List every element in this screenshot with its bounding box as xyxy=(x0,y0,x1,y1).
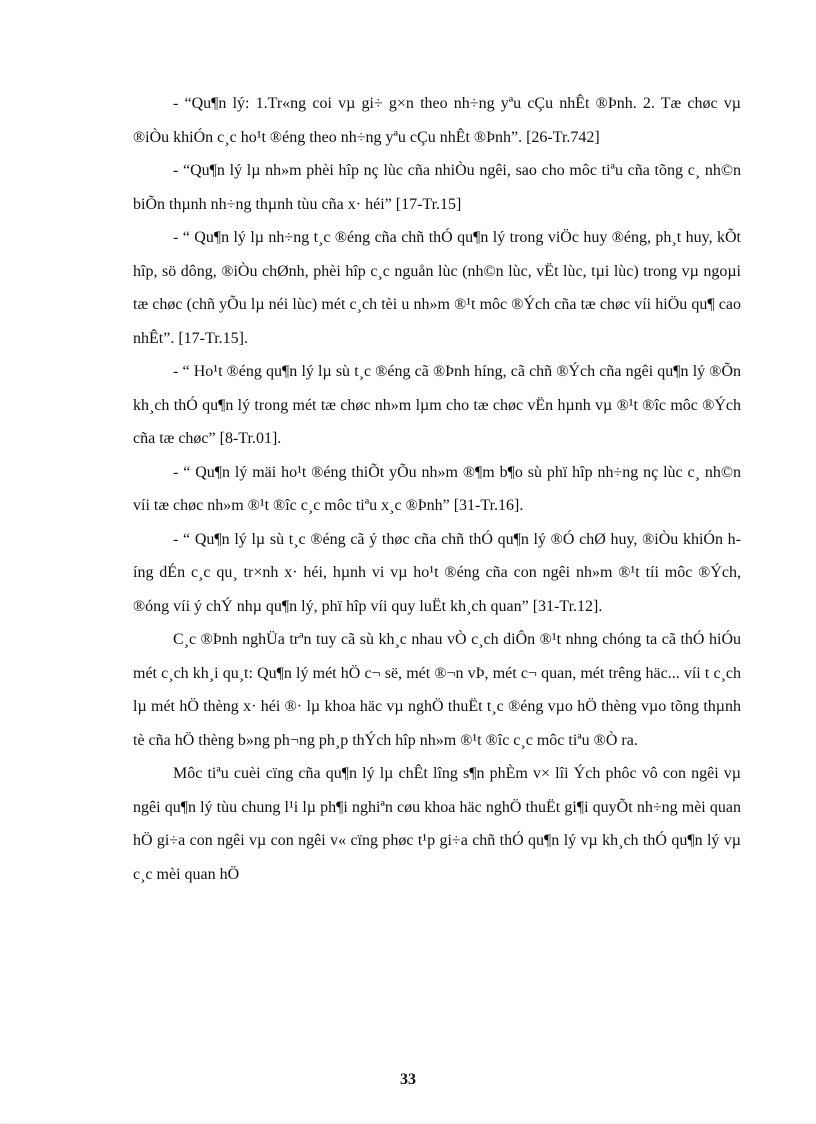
paragraph-summary: C¸c ®Þnh nghÜa trªn tuy cã sù kh¸c nhau vÒ c¸ch diÔn ®¹t nhng chóng ta cã thÓ hiÓu mét c¸ch kh¸i qu¸t: Qu¶n lý mét hÖ c¬ së, mét ®¬n vÞ, mét c¬ quan, mét trêng häc... víi t c¸ch lµ mét hÖ thèng x· héi ®· lµ khoa häc vµ nghÖ thuËt t¸c ®éng vµo hÖ thèng vµo tõng thµnh tè cña hÖ thèng b»ng ph¬ng ph¸p thÝch hîp nh»m ®¹t ®îc c¸c môc tiªu ®Ò ra. xyxy=(133,631,741,749)
page-body xyxy=(133,87,741,891)
paragraph-goal: Môc tiªu cuèi cïng cña qu¶n lý lµ chÊt lîng s¶n phÈm v× lîi Ých phôc vô con ngêi vµ ngêi qu¶n lý tùu chung l¹i lµ ph¶i nghiªn cøu khoa häc nghÖ thuËt gi¶i quyÕt nh÷ng mèi quan hÖ gi÷a con ngêi vµ con ngêi v« cïng phøc t¹p gi÷a chñ thÓ qu¶n lý vµ kh¸ch thÓ qu¶n lý vµ c¸c mèi quan hÖ xyxy=(133,765,741,883)
paragraph-definition-6: - “ Qu¶n lý lµ sù t¸c ®éng cã ý thøc cña chñ thÓ qu¶n lý ®Ó chØ huy, ®iÒu khiÓn híng dÉn c¸c qu¸ tr×nh x· héi, hµnh vi vµ ho¹t ®éng cña con ngêi nh»m ®¹t tíi môc ®Ých, ®óng víi ý chÝ nhµ qu¶n lý, phï hîp víi quy luËt kh¸ch quan” [31-Tr.12]. xyxy=(133,530,741,615)
page-number: 33 xyxy=(400,1071,416,1088)
paragraph-definition-2: - “Qu¶n lý lµ nh»m phèi hîp nç lùc cña nhiÒu ngêi, sao cho môc tiªu cña tõng c¸ nh©n biÕn thµnh nh÷ng thµnh tùu cña x· héi” [17-Tr.15] xyxy=(133,162,741,213)
paragraph-definition-3: - “ Qu¶n lý lµ nh÷ng t¸c ®éng cña chñ thÓ qu¶n lý trong viÖc huy ®éng, ph¸t huy, kÕt hîp, sö dông, ®iÒu chØnh, phèi hîp c¸c nguån lùc (nh©n lùc, vËt lùc, tµi lùc) trong vµ ngoµi tæ chøc (chñ yÕu lµ néi lùc) mét c¸ch tèi u nh»m ®¹t môc ®Ých cña tæ chøc víi hiÖu qu¶ cao nhÊt”. [17-Tr.15]. xyxy=(133,229,741,347)
paragraph-definition-4: - “ Ho¹t ®éng qu¶n lý lµ sù t¸c ®éng cã ®Þnh híng, cã chñ ®Ých cña ngêi qu¶n lý ®Õn kh¸ch thÓ qu¶n lý trong mét tæ chøc nh»m lµm cho tæ chøc vËn hµnh vµ ®¹t ®îc môc ®Ých cña tæ chøc” [8-Tr.01]. xyxy=(133,363,741,447)
paragraph-definition-5: - “ Qu¶n lý mäi ho¹t ®éng thiÕt yÕu nh»m ®¶m b¶o sù phï hîp nh÷ng nç lùc c¸ nh©n víi tæ chøc nh»m ®¹t ®îc c¸c môc tiªu x¸c ®Þnh” [31-Tr.16]. xyxy=(133,463,741,514)
paragraph-definition-1: - “Qu¶n lý: 1.Tr«ng coi vµ gi÷ g×n theo nh÷ng yªu cÇu nhÊt ®Þnh. 2. Tæ chøc vµ ®iÒu khiÓn c¸c ho¹t ®éng theo nh÷ng yªu cÇu nhÊt ®Þnh”. [26-Tr.742] xyxy=(133,95,741,146)
